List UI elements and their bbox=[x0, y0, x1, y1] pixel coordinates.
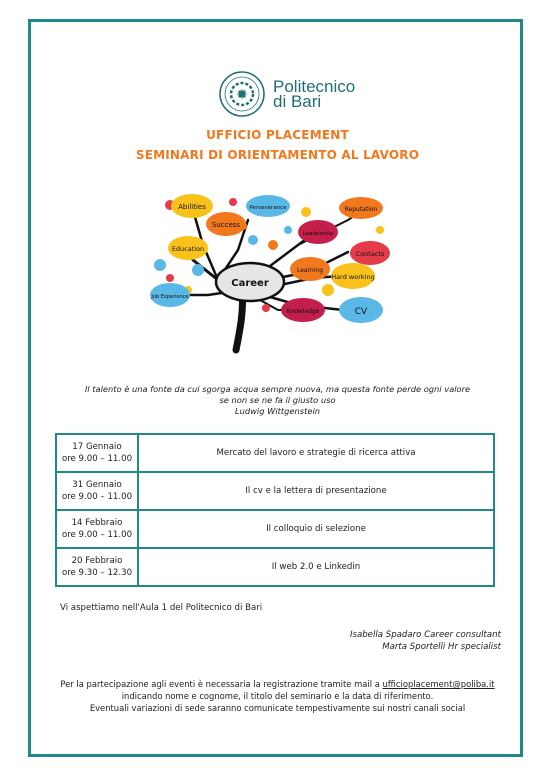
footer-line3: Eventuali variazioni di sede saranno comunicate tempestivamente sui nostri canali social bbox=[89, 703, 466, 713]
bubble-reputation-label: Reputation bbox=[344, 206, 378, 213]
quote-author: Ludwig Wittgenstein bbox=[234, 406, 321, 416]
title-line2: SEMINARI DI ORIENTAMENTO AL LAVORO bbox=[135, 148, 420, 162]
quote-line2: se non se ne fa il giusto uso bbox=[219, 395, 336, 405]
bubble-abilities-label: Abilities bbox=[178, 203, 206, 211]
signature-line1: Isabella Spadaro Career consultant bbox=[349, 630, 501, 640]
table-row bbox=[55, 511, 495, 549]
topic-cell: Il colloquio di selezione bbox=[139, 511, 495, 549]
bubble-leadership-label: Leadership bbox=[302, 231, 334, 237]
bubble-success-label: Success bbox=[211, 221, 241, 229]
bubble-knowledge-label: Knowledge bbox=[286, 308, 320, 315]
bubble-contacts-label: Contacts bbox=[355, 250, 385, 258]
title-line1: UFFICIO PLACEMENT bbox=[206, 128, 349, 142]
footer-line2: indicando nome e cognome, il titolo del seminario e la data di riferimento. bbox=[121, 691, 434, 701]
career-tree-illustration bbox=[148, 190, 394, 358]
signature-line2: Marta Sportelli Hr specialist bbox=[382, 642, 501, 652]
topic-cell: Mercato del lavoro e strategie di ricerca attiva bbox=[139, 433, 495, 473]
topic-cell: Il cv e la lettera di presentazione bbox=[139, 473, 495, 511]
bubble-perseverance-label: Perseverance bbox=[249, 205, 287, 211]
bubble-education-label: Education bbox=[171, 245, 205, 253]
topic-cell: Il web 2.0 e Linkedin bbox=[139, 549, 495, 587]
bubble-career-label: Career bbox=[231, 278, 269, 289]
table-row bbox=[55, 473, 495, 511]
table-row bbox=[55, 433, 495, 473]
footer-line1: Per la partecipazione agli eventi è necessaria la registrazione tramite mail a ufficioplacement@poliba.it bbox=[60, 679, 495, 689]
date-cell: 31 Gennaio ore 9.00 – 11.00 bbox=[55, 473, 139, 511]
quote-line1: Il talento è una fonte da cui sgorga acqua sempre nuova, ma questa fonte perde ogni valore bbox=[84, 384, 471, 394]
date-cell: 17 Gennaio ore 9.00 – 11.00 bbox=[55, 433, 139, 473]
bubble-hard-working-label: Hard working bbox=[331, 273, 375, 281]
institution-name-line1: Politecnico bbox=[273, 77, 356, 96]
bubble-job-experience-label: Job Experience bbox=[151, 294, 189, 300]
table-row bbox=[55, 549, 495, 587]
date-cell: 20 Febbraio ore 9.30 – 12.30 bbox=[55, 549, 139, 587]
date-cell: 14 Febbraio ore 9.00 – 11.00 bbox=[55, 511, 139, 549]
invitation-text: Vi aspettiamo nell'Aula 1 del Politecnico di Bari bbox=[60, 603, 263, 613]
institution-name-line2: di Bari bbox=[273, 92, 322, 111]
university-seal-icon bbox=[218, 70, 266, 118]
email-link[interactable]: ufficioplacement@poliba.it bbox=[382, 679, 495, 689]
bubble-cv-label: CV bbox=[354, 307, 368, 317]
bubble-learning-label: Learning bbox=[296, 267, 324, 274]
seminar-schedule-table bbox=[55, 433, 495, 587]
